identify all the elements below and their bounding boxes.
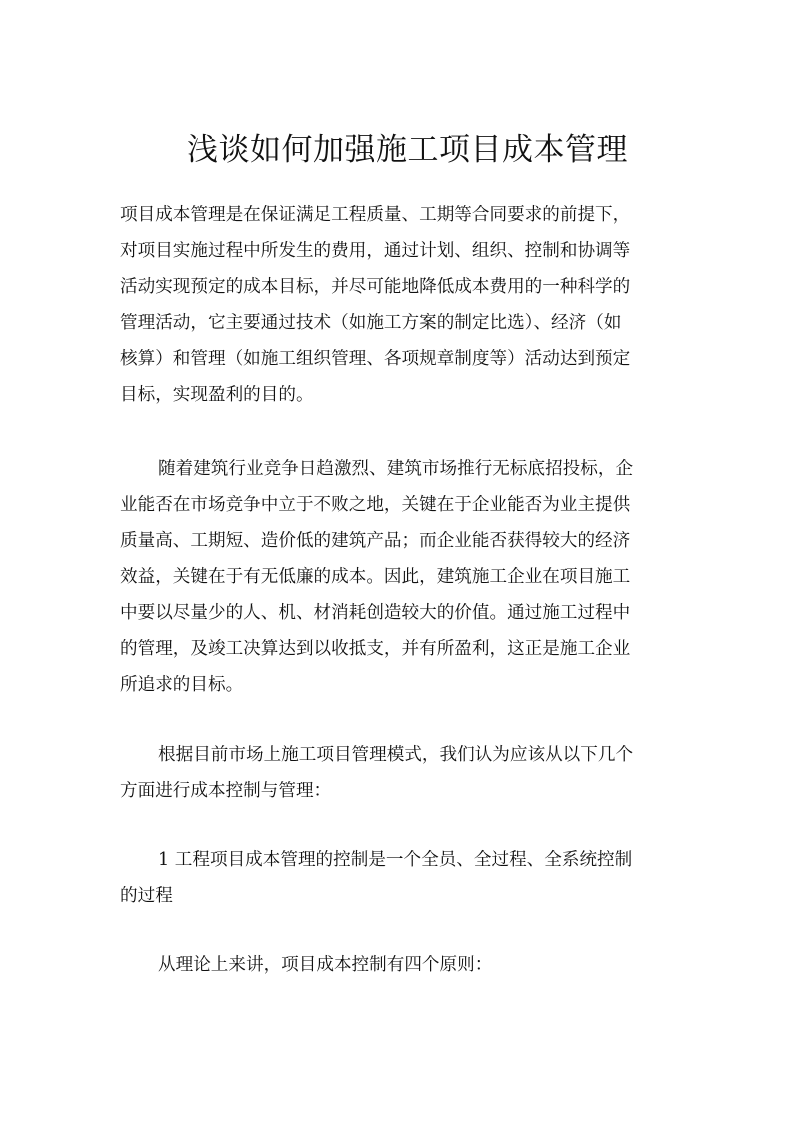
paragraph-line: 方面进行成本控制与管理： [120, 781, 332, 801]
paragraph-line: 根据目前市场上施工项目管理模式，我们认为应该从以下几个 [158, 745, 634, 765]
paragraph-line: 质量高、工期短、造价低的建筑产品；而企业能否获得较大的经济 [120, 531, 631, 551]
paragraph-approach [120, 737, 680, 809]
paragraph-line: 项目成本管理是在保证满足工程质量、工期等合同要求的前提下， [120, 205, 631, 225]
paragraph-principles [120, 947, 680, 983]
paragraph-line: 从理论上来讲，项目成本控制有四个原则： [158, 955, 493, 975]
paragraph-line: 业能否在市场竞争中立于不败之地，关键在于企业能否为业主提供 [120, 495, 631, 515]
paragraph-line: 管理活动，它主要通过技术（如施工方案的制定比选）、经济（如 [120, 313, 622, 333]
paragraph-line: 活动实现预定的成本目标，并尽可能地降低成本费用的一种科学的 [120, 277, 631, 297]
paragraph-line: 核算）和管理（如施工组织管理、各项规章制度等）活动达到预定 [120, 349, 631, 369]
document-title: 浅谈如何加强施工项目成本管理 [187, 132, 628, 168]
paragraph-line: 所追求的目标。 [120, 675, 244, 695]
section-heading-1 [120, 842, 680, 914]
paragraph-line: 1 工程项目成本管理的控制是一个全员、全过程、全系统控制 [158, 850, 633, 870]
paragraph-line: 的管理，及竣工决算达到以收抵支，并有所盈利，这正是施工企业 [120, 639, 631, 659]
paragraph-line: 的过程 [120, 886, 173, 906]
paragraph-line: 随着建筑行业竞争日趋激烈、建筑市场推行无标底招投标，企 [158, 459, 634, 479]
paragraph-line: 目标，实现盈利的目的。 [120, 385, 314, 405]
paragraph-line: 对项目实施过程中所发生的费用，通过计划、组织、控制和协调等 [120, 241, 631, 261]
paragraph-line: 效益，关键在于有无低廉的成本。因此，建筑施工企业在项目施工 [120, 567, 631, 587]
paragraph-intro [120, 197, 680, 413]
paragraph-competition [120, 451, 680, 703]
paragraph-line: 中要以尽量少的人、机、材消耗创造较大的价值。通过施工过程中 [120, 603, 631, 623]
